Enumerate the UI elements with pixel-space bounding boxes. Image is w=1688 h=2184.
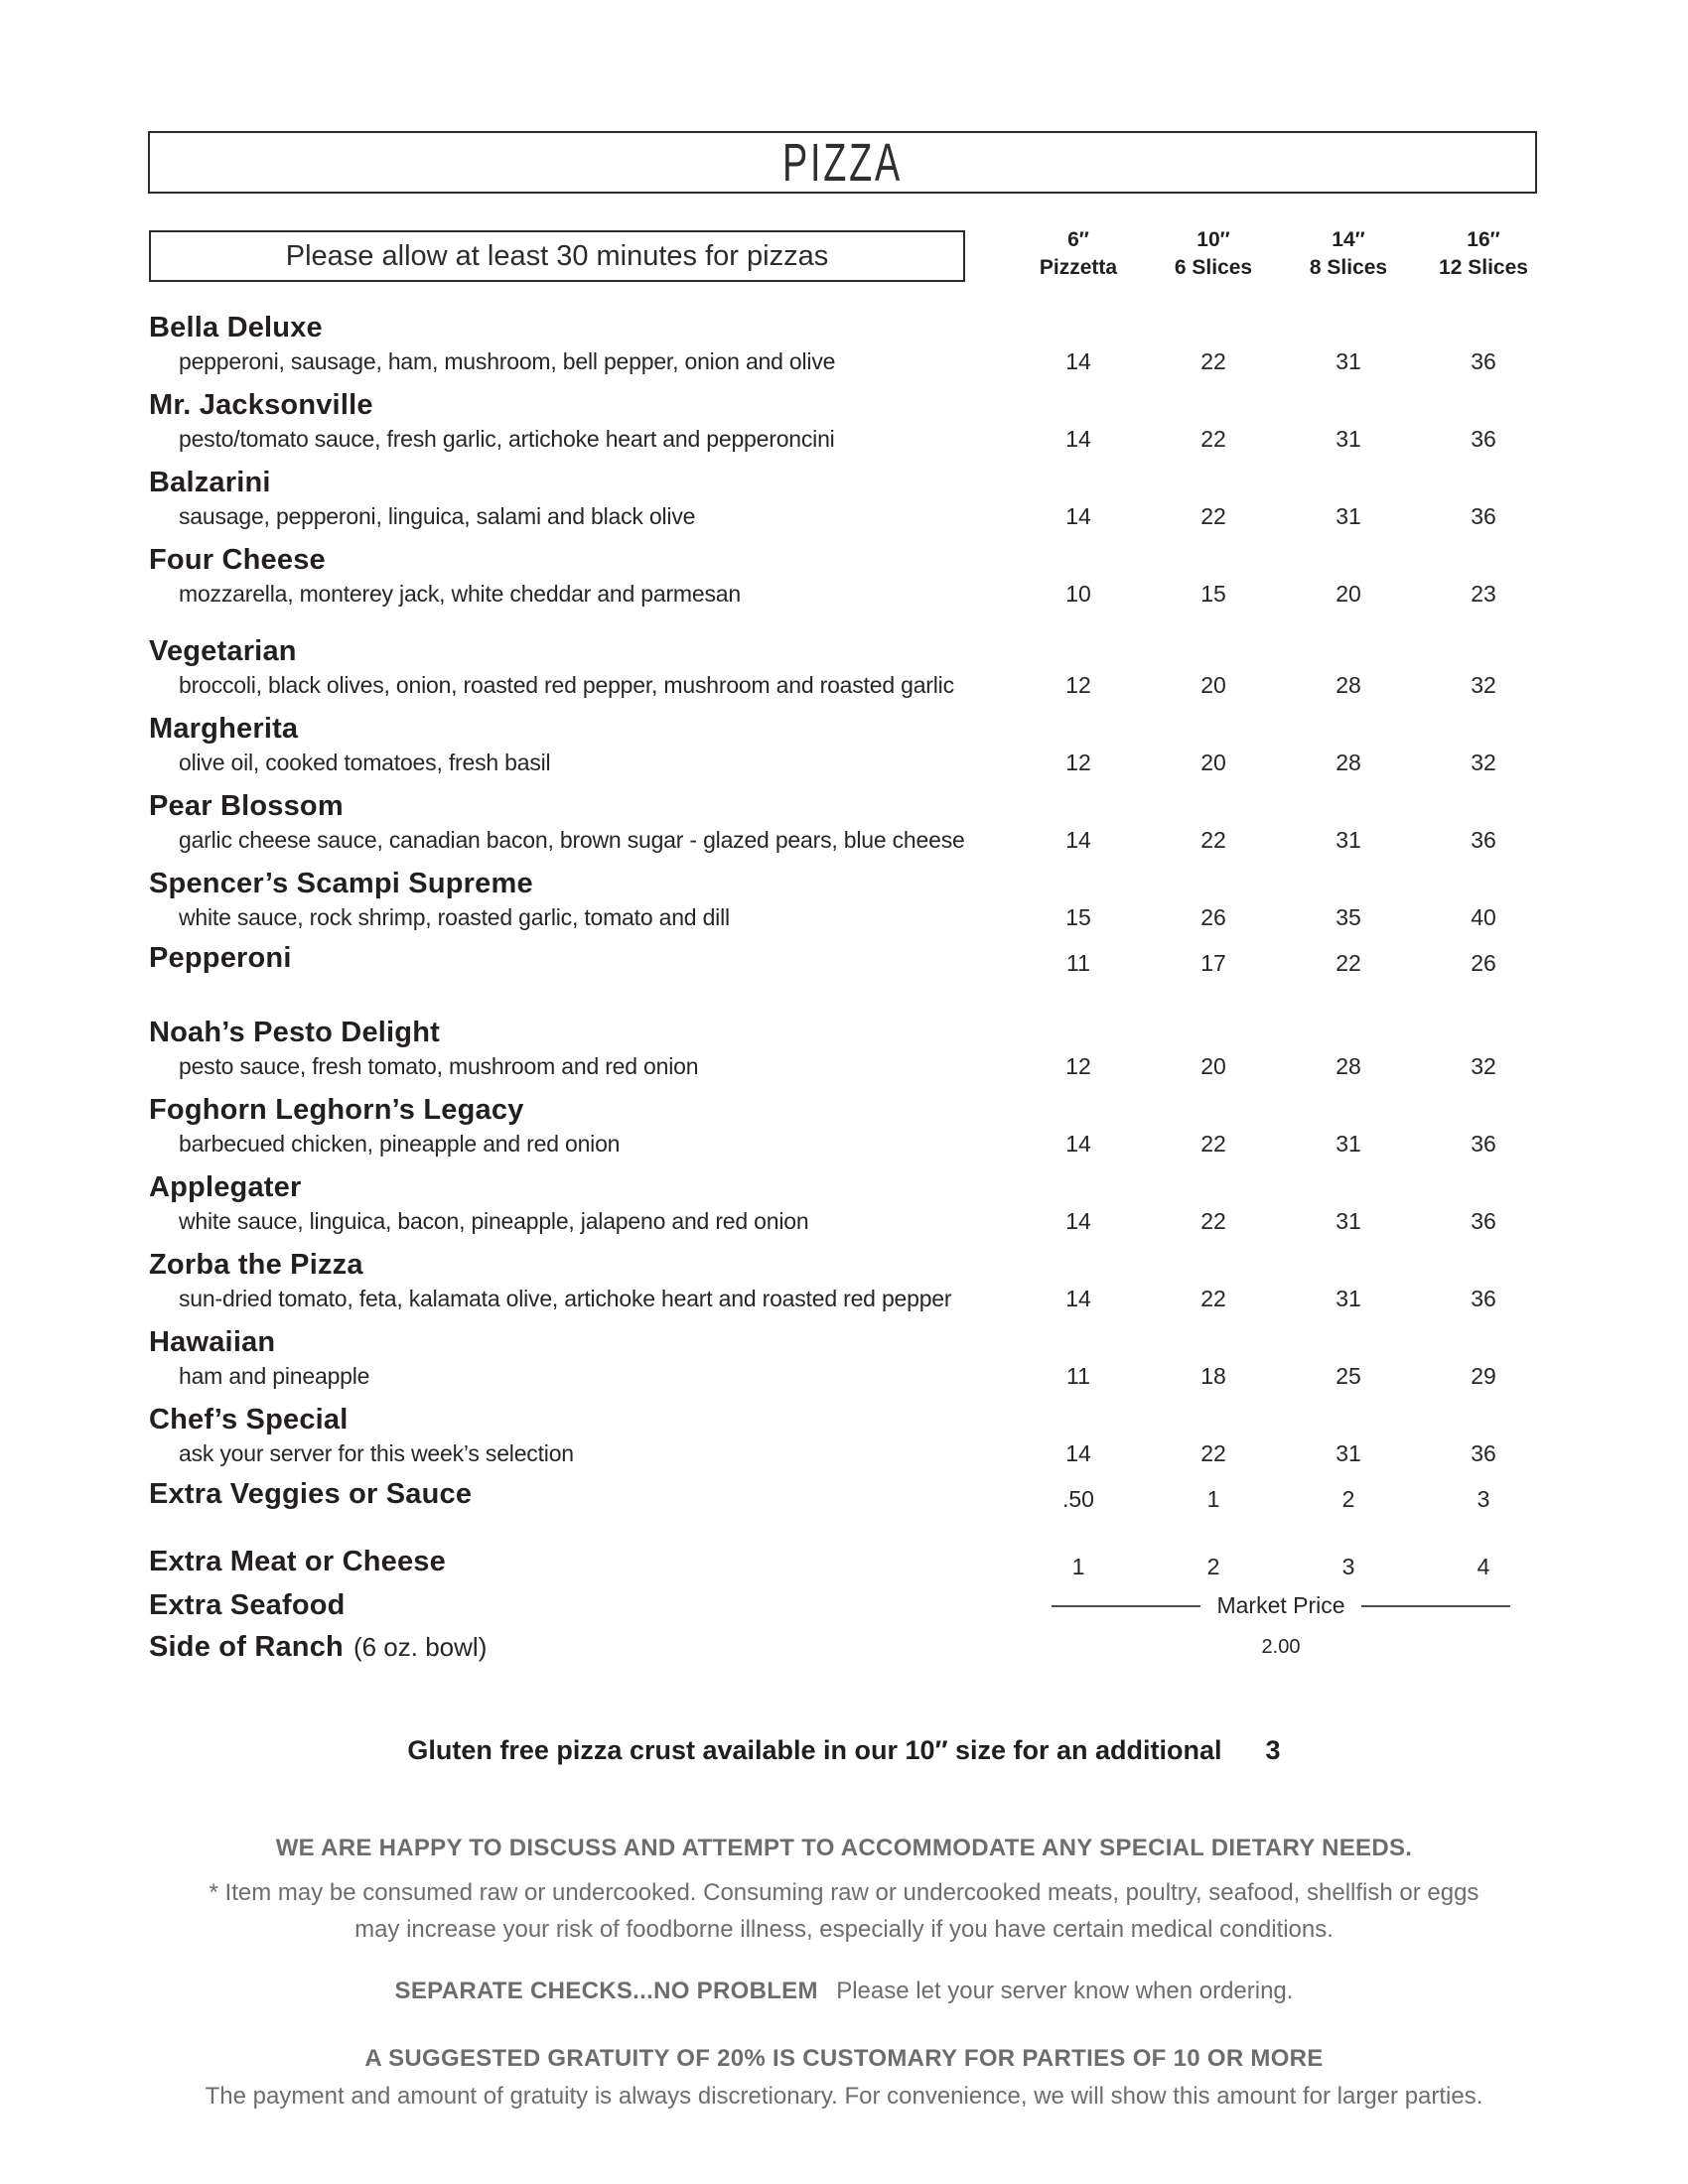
menu-item [0, 1585, 1688, 1627]
price-16in: 36 [1471, 1208, 1496, 1235]
item-desc-row [0, 1204, 1688, 1240]
price-6in: 14 [1065, 1440, 1091, 1467]
pizza-menu-table [0, 222, 1688, 1669]
price-10in: 1 [1206, 1486, 1220, 1513]
menu-item [0, 626, 1688, 704]
item-desc-row [0, 900, 1688, 936]
item-name: Pear Blossom [149, 789, 344, 822]
item-name-row [0, 781, 1688, 823]
item-name: Extra Meat or Cheese [149, 1546, 446, 1578]
menu-item [0, 380, 1688, 458]
item-desc-row [0, 668, 1688, 704]
price-10in: 22 [1200, 348, 1226, 375]
item-description: mozzarella, monterey jack, white cheddar and parmesan [179, 581, 741, 608]
slices-label: 6 Slices [1174, 256, 1253, 280]
item-description: pepperoni, sausage, ham, mushroom, bell pepper, onion and olive [179, 348, 836, 375]
slices-label: 8 Slices [1309, 256, 1388, 280]
item-name: Vegetarian [149, 634, 297, 667]
price-16in: 36 [1471, 1286, 1496, 1312]
slices-label: 12 Slices [1439, 256, 1528, 280]
price-6in: 12 [1065, 672, 1091, 699]
price-10in: 26 [1200, 904, 1226, 931]
price-10in: 22 [1200, 426, 1226, 453]
menu-item [0, 781, 1688, 859]
price-14in: 35 [1336, 904, 1361, 931]
menu-section-title: PIZZA [781, 132, 904, 193]
menu-item [0, 704, 1688, 781]
price-16in: 40 [1471, 904, 1496, 931]
price-14in: 28 [1336, 750, 1361, 776]
item-desc-row [0, 1282, 1688, 1317]
price-10in: 22 [1200, 1131, 1226, 1158]
item-name: Four Cheese [149, 543, 326, 576]
size-label: 14″ [1332, 228, 1365, 251]
size-label: 16″ [1467, 228, 1500, 251]
price-10in: 20 [1200, 750, 1226, 776]
item-name: Applegater [149, 1170, 302, 1203]
gratuity-note: A SUGGESTED GRATUITY OF 20% IS CUSTOMARY FOR PARTIES OF 10 OR MORE [364, 2045, 1324, 2073]
item-name-row [0, 1008, 1688, 1049]
price-14in: 31 [1336, 1286, 1361, 1312]
gluten-free-note [0, 1735, 1688, 1766]
column-header-16in [1416, 222, 1551, 283]
price-16in: 32 [1471, 750, 1496, 776]
item-name: Pepperoni [149, 942, 292, 975]
notice-text: Please allow at least 30 minutes for pizzas [285, 239, 829, 272]
item-name-suffix: (6 oz. bowl) [352, 1632, 488, 1663]
item-description: pesto/tomato sauce, fresh garlic, artichoke heart and pepperoncini [179, 426, 835, 453]
price-6in: 15 [1065, 904, 1091, 931]
price-6in: 14 [1065, 1131, 1091, 1158]
price-14in: 3 [1341, 1554, 1355, 1580]
menu-item [0, 1395, 1688, 1472]
item-desc-row [0, 344, 1688, 380]
item-name-row [0, 1627, 1688, 1669]
price-14in: 31 [1336, 503, 1361, 530]
price-6in: 11 [1066, 1363, 1090, 1390]
column-header-10in [1146, 222, 1281, 283]
price-16in: 32 [1471, 1053, 1496, 1080]
item-name-row [0, 859, 1688, 900]
item-desc-row [0, 1049, 1688, 1085]
menu-item [0, 859, 1688, 936]
item-name-row [0, 1162, 1688, 1204]
item-description: barbecued chicken, pineapple and red onion [179, 1131, 621, 1158]
price-16in: 29 [1471, 1363, 1496, 1390]
menu-item [0, 1240, 1688, 1317]
price-10in: 17 [1200, 950, 1226, 977]
price-16in: 36 [1471, 1131, 1496, 1158]
menu-section-header [148, 131, 1537, 194]
item-name: Mr. Jacksonville [149, 388, 373, 421]
price-16in: 36 [1471, 348, 1496, 375]
menu-item [0, 535, 1688, 613]
price-14in: 20 [1336, 581, 1361, 608]
item-desc-row [0, 823, 1688, 859]
menu-item [0, 1627, 1688, 1669]
size-header-row [0, 222, 1688, 283]
menu-items [0, 303, 1688, 1669]
menu-item [0, 458, 1688, 535]
slices-label: Pizzetta [1039, 256, 1118, 280]
price-14in: 31 [1336, 827, 1361, 854]
item-name: Noah’s Pesto Delight [149, 1016, 440, 1048]
raw-consumption-warning: * Item may be consumed raw or undercooked. Consuming raw or undercooked meats, poultry, seafood, shellfish or eggs may increase your risk of foodborne illness, especially if you have certain medical conditions. [209, 1879, 1479, 1944]
item-name: Zorba the Pizza [149, 1248, 363, 1281]
item-name-row [0, 1585, 1688, 1627]
item-name: Spencer’s Scampi Supreme [149, 867, 533, 899]
column-header-14in [1281, 222, 1416, 283]
item-desc-row [0, 1359, 1688, 1395]
gluten-note-price: 3 [1265, 1735, 1281, 1765]
item-desc-row [0, 746, 1688, 781]
item-description: white sauce, linguica, bacon, pineapple, jalapeno and red onion [179, 1208, 809, 1235]
dietary-needs-note: WE ARE HAPPY TO DISCUSS AND ATTEMPT TO ACCOMMODATE ANY SPECIAL DIETARY NEEDS. [275, 1835, 1413, 1861]
item-name: Chef’s Special [149, 1403, 349, 1435]
item-description: ham and pineapple [179, 1363, 370, 1390]
item-name-row [0, 704, 1688, 746]
price-16in: 36 [1471, 827, 1496, 854]
price-16in: 4 [1477, 1554, 1490, 1580]
price-16in: 36 [1471, 503, 1496, 530]
item-name: Bella Deluxe [149, 311, 323, 343]
item-desc-row [0, 422, 1688, 458]
item-description: sausage, pepperoni, linguica, salami and black olive [179, 503, 696, 530]
item-name: Hawaiian [149, 1325, 276, 1358]
market-price-cell [1011, 1592, 1551, 1619]
market-price-label: Market Price [1216, 1592, 1345, 1619]
price-6in: 1 [1071, 1554, 1085, 1580]
price-6in: 14 [1065, 827, 1091, 854]
separate-checks-detail: Please let your server know when ordering. [836, 1978, 1294, 2005]
item-name-row [0, 1240, 1688, 1282]
menu-item [0, 1008, 1688, 1085]
item-name: Balzarini [149, 466, 271, 498]
item-description: broccoli, black olives, onion, roasted red pepper, mushroom and roasted garlic [179, 672, 954, 699]
item-name-row [0, 380, 1688, 422]
item-description: sun-dried tomato, feta, kalamata olive, artichoke heart and roasted red pepper [179, 1286, 952, 1312]
price-10in: 20 [1200, 672, 1226, 699]
price-10in: 22 [1200, 1440, 1226, 1467]
single-price: 2.00 [1261, 1636, 1301, 1659]
item-name: Margherita [149, 712, 299, 745]
size-label: 6″ [1067, 228, 1089, 251]
item-description: garlic cheese sauce, canadian bacon, brown sugar - glazed pears, blue cheese [179, 827, 965, 854]
price-6in: 14 [1065, 1208, 1091, 1235]
price-6in: 14 [1065, 426, 1091, 453]
item-name: Extra Veggies or Sauce [149, 1478, 473, 1511]
price-6in: 12 [1065, 1053, 1091, 1080]
price-14in: 31 [1336, 1440, 1361, 1467]
price-14in: 31 [1336, 348, 1361, 375]
item-name-row [0, 458, 1688, 499]
size-label: 10″ [1196, 228, 1230, 251]
price-10in: 2 [1206, 1554, 1220, 1580]
price-10in: 22 [1200, 1286, 1226, 1312]
price-16in: 32 [1471, 672, 1496, 699]
item-name-row [0, 1472, 1688, 1518]
gluten-note-text: Gluten free pizza crust available in our 10″ size for an additional [407, 1735, 1222, 1765]
price-10in: 22 [1200, 827, 1226, 854]
price-10in: 22 [1200, 503, 1226, 530]
price-16in: 36 [1471, 426, 1496, 453]
price-10in: 20 [1200, 1053, 1226, 1080]
price-16in: 26 [1471, 950, 1496, 977]
notice-cell [149, 222, 1011, 282]
menu-item [0, 936, 1688, 982]
item-description: ask your server for this week’s selection [179, 1440, 574, 1467]
price-6in: 10 [1065, 581, 1091, 608]
menu-item [0, 1540, 1688, 1585]
price-16in: 36 [1471, 1440, 1496, 1467]
item-description: olive oil, cooked tomatoes, fresh basil [179, 750, 551, 776]
menu-item [0, 1162, 1688, 1240]
footer [0, 1835, 1688, 2111]
price-6in: 14 [1065, 1286, 1091, 1312]
item-name: Extra Seafood [149, 1589, 346, 1622]
price-6in: 12 [1065, 750, 1091, 776]
notice-box [149, 230, 965, 282]
price-16in: 23 [1471, 581, 1496, 608]
market-price-rule [1361, 1605, 1510, 1607]
menu-item [0, 1317, 1688, 1395]
item-description: pesto sauce, fresh tomato, mushroom and red onion [179, 1053, 699, 1080]
item-desc-row [0, 1436, 1688, 1472]
item-name: Side of Ranch [149, 1631, 344, 1664]
item-name-row [0, 1085, 1688, 1127]
market-price-rule [1052, 1605, 1200, 1607]
price-14in: 22 [1336, 950, 1361, 977]
price-10in: 18 [1200, 1363, 1226, 1390]
price-10in: 15 [1200, 581, 1226, 608]
item-description: white sauce, rock shrimp, roasted garlic, tomato and dill [179, 904, 730, 931]
price-14in: 25 [1336, 1363, 1361, 1390]
separate-checks-heading: SEPARATE CHECKS...NO PROBLEM [394, 1978, 818, 2005]
menu-item [0, 1085, 1688, 1162]
price-14in: 31 [1336, 426, 1361, 453]
price-6in: 14 [1065, 503, 1091, 530]
item-name: Foghorn Leghorn’s Legacy [149, 1093, 524, 1126]
price-6in: .50 [1062, 1486, 1094, 1513]
item-name-row [0, 626, 1688, 668]
price-6in: 11 [1066, 950, 1090, 977]
item-name-row [0, 1317, 1688, 1359]
price-14in: 28 [1336, 1053, 1361, 1080]
item-desc-row [0, 1127, 1688, 1162]
menu-item [0, 303, 1688, 380]
separate-checks-note [0, 1978, 1688, 2005]
item-name-row [0, 1395, 1688, 1436]
price-14in: 28 [1336, 672, 1361, 699]
menu-item [0, 1472, 1688, 1518]
price-14in: 2 [1341, 1486, 1355, 1513]
price-10in: 22 [1200, 1208, 1226, 1235]
item-name-row [0, 535, 1688, 577]
column-header-6in [1011, 222, 1146, 283]
price-6in: 14 [1065, 348, 1091, 375]
item-name-row [0, 1540, 1688, 1585]
gratuity-detail: The payment and amount of gratuity is always discretionary. For convenience, we will show this amount for larger parties. [205, 2083, 1483, 2111]
item-desc-row [0, 577, 1688, 613]
price-14in: 31 [1336, 1131, 1361, 1158]
price-14in: 31 [1336, 1208, 1361, 1235]
item-name-row [0, 936, 1688, 982]
price-16in: 3 [1477, 1486, 1490, 1513]
item-name-row [0, 303, 1688, 344]
item-desc-row [0, 499, 1688, 535]
